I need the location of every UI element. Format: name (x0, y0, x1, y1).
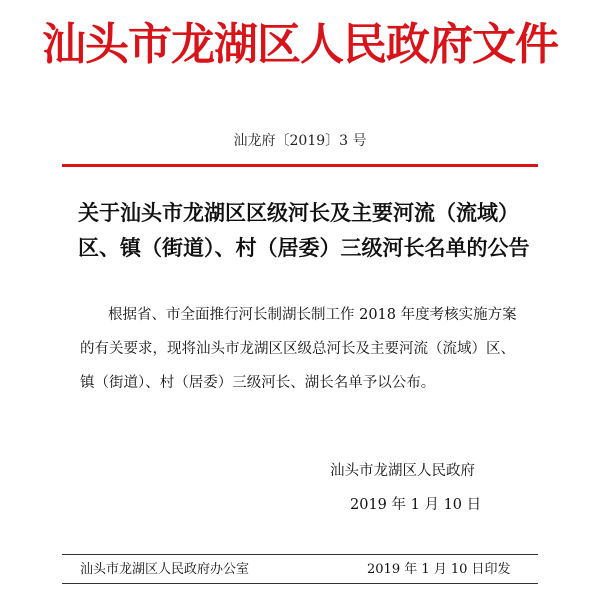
document-title (78, 196, 538, 266)
body-line: 根据省、市全面推行河长制湖长制工作 2018 年度考核实施方案 (108, 307, 517, 323)
red-separator-line (62, 164, 538, 167)
document-title-line: 关于汕头市龙湖区区级河长及主要河流（流域） (78, 201, 519, 225)
footer-bottom-rule (62, 583, 538, 584)
document-number: 汕龙府〔2019〕3 号 (233, 133, 367, 149)
footer-print-date: 2019 年 1 月 10 日印发 (367, 562, 511, 577)
footer-issuer: 汕头市龙湖区人民政府办公室 (80, 562, 250, 577)
body-line: 的有关要求，现将汕头市龙湖区区级总河长及主要河流（流域）区、 (80, 341, 515, 357)
document-title-line: 区、镇（街道）、村（居委）三级河长名单的公告 (78, 236, 530, 260)
signature-organization: 汕头市龙湖区人民政府 (330, 463, 475, 479)
body-line: 镇（街道）、村（居委）三级河长、湖长名单予以公布。 (80, 375, 436, 391)
signature-date: 2019 年 1 月 10 日 (350, 497, 482, 513)
footer-top-rule (62, 554, 538, 555)
document-body (80, 298, 535, 400)
document-header-title: 汕头市龙湖区人民政府文件 (42, 19, 558, 70)
